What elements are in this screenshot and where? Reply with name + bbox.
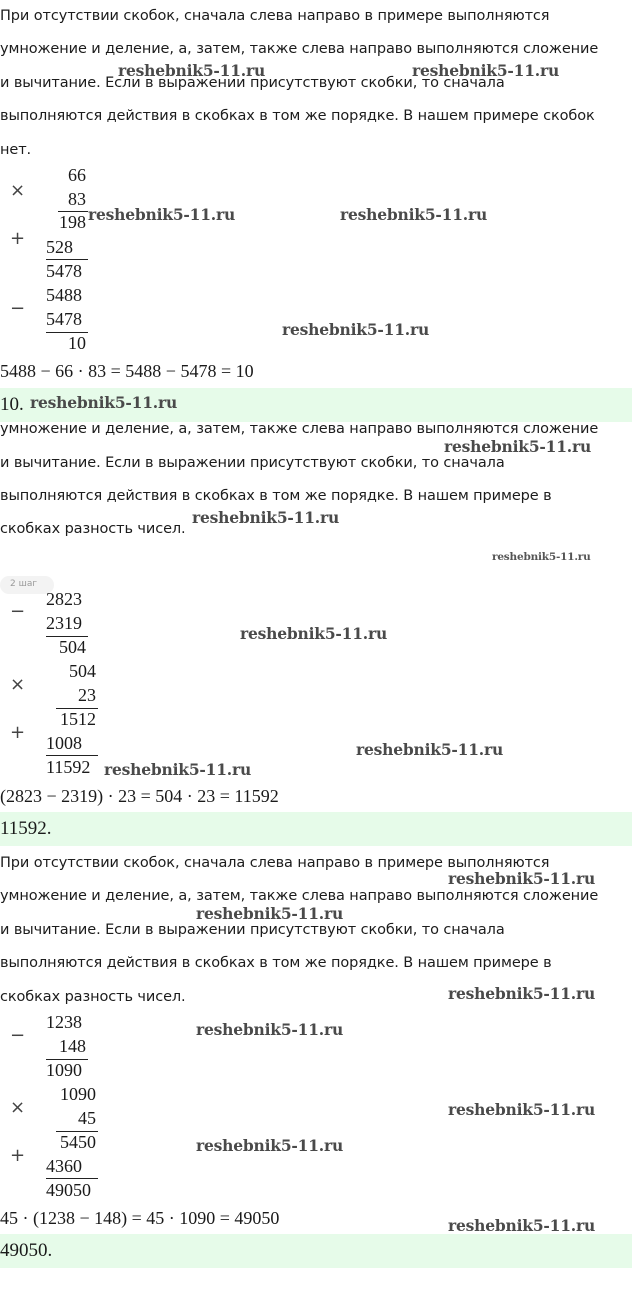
equation: 45 · (1238 − 148) = 45 · 1090 = 49050 bbox=[0, 1208, 280, 1228]
explanation-line: скобках разность чисел. bbox=[0, 989, 186, 1005]
difference: 504 bbox=[59, 637, 86, 657]
explanation-line: скобках разность чисел. bbox=[0, 521, 186, 537]
operand: 66 bbox=[68, 165, 86, 185]
result-line bbox=[46, 755, 98, 756]
result-line bbox=[46, 1178, 98, 1179]
watermark: reshebnik5-11.ru bbox=[444, 437, 592, 456]
explanation-line: умножение и деление, а, затем, также слева направо выполняются сложение bbox=[0, 41, 599, 57]
watermark: reshebnik5-11.ru bbox=[192, 508, 340, 527]
answer-value: 11592. bbox=[0, 818, 52, 839]
difference: 10 bbox=[68, 333, 86, 353]
watermark: reshebnik5-11.ru bbox=[448, 1100, 596, 1119]
operand: 148 bbox=[59, 1036, 86, 1056]
answer-value: 10. bbox=[0, 394, 24, 415]
watermark: reshebnik5-11.ru bbox=[340, 205, 488, 224]
minus-sign: − bbox=[10, 298, 26, 319]
equation: 5488 − 66 · 83 = 5488 − 5478 = 10 bbox=[0, 361, 254, 381]
explanation-line: нет. bbox=[0, 142, 32, 158]
explanation-line: и вычитание. Если в выражении присутствуют скобки, то сначала bbox=[0, 922, 505, 938]
plus-sign: + bbox=[10, 228, 26, 249]
answer-value: 49050. bbox=[0, 1240, 53, 1261]
watermark: reshebnik5-11.ru bbox=[30, 393, 178, 412]
operand: 1008 bbox=[46, 733, 82, 753]
watermark: reshebnik5-11.ru bbox=[88, 205, 236, 224]
operand: 5488 bbox=[46, 285, 82, 305]
minus-sign: − bbox=[10, 601, 26, 622]
explanation-line: умножение и деление, а, затем, также слева направо выполняются сложение bbox=[0, 421, 599, 437]
watermark: reshebnik5-11.ru bbox=[448, 869, 596, 888]
operand: 45 bbox=[78, 1108, 96, 1128]
product: 5450 bbox=[60, 1132, 96, 1152]
watermark: reshebnik5-11.ru bbox=[196, 1020, 344, 1039]
answer-box bbox=[0, 1234, 632, 1268]
explanation-line: выполняются действия в скобках в том же порядке. В нашем примере в bbox=[0, 955, 552, 971]
watermark: reshebnik5-11.ru bbox=[492, 551, 591, 563]
watermark: reshebnik5-11.ru bbox=[104, 760, 252, 779]
multiply-sign: × bbox=[10, 1097, 26, 1118]
operand: 23 bbox=[78, 685, 96, 705]
result-line bbox=[46, 259, 88, 260]
difference: 1090 bbox=[46, 1060, 82, 1080]
equation: (2823 − 2319) · 23 = 504 · 23 = 11592 bbox=[0, 786, 279, 806]
sum: 49050 bbox=[46, 1180, 91, 1200]
operand: 1238 bbox=[46, 1012, 82, 1032]
plus-sign: + bbox=[10, 722, 26, 743]
explanation-line: и вычитание. Если в выражении присутствуют скобки, то сначала bbox=[0, 455, 505, 471]
watermark: reshebnik5-11.ru bbox=[356, 740, 504, 759]
watermark: reshebnik5-11.ru bbox=[412, 61, 560, 80]
sum: 5478 bbox=[46, 261, 82, 281]
watermark: reshebnik5-11.ru bbox=[240, 624, 388, 643]
explanation-line: При отсутствии скобок, сначала слева направо в примере выполняются bbox=[0, 855, 550, 871]
explanation-line: выполняются действия в скобках в том же порядке. В нашем примере в bbox=[0, 488, 552, 504]
watermark: reshebnik5-11.ru bbox=[196, 904, 344, 923]
watermark: reshebnik5-11.ru bbox=[448, 1216, 596, 1235]
explanation-line: При отсутствии скобок, сначала слева направо в примере выполняются bbox=[0, 8, 550, 24]
explanation-line: умножение и деление, а, затем, также слева направо выполняются сложение bbox=[0, 888, 599, 904]
watermark: reshebnik5-11.ru bbox=[448, 984, 596, 1003]
explanation-line: выполняются действия в скобках в том же порядке. В нашем примере скобок bbox=[0, 108, 595, 124]
watermark: reshebnik5-11.ru bbox=[282, 320, 430, 339]
watermark: reshebnik5-11.ru bbox=[118, 61, 266, 80]
operand: 528 bbox=[46, 237, 73, 257]
step-badge: 2 шаг bbox=[0, 576, 54, 594]
product: 198 bbox=[59, 212, 86, 232]
operand: 5478 bbox=[46, 309, 82, 329]
multiply-sign: × bbox=[10, 180, 26, 201]
product: 1512 bbox=[60, 709, 96, 729]
sum: 11592 bbox=[46, 757, 91, 777]
operand: 2823 bbox=[46, 589, 82, 609]
answer-box bbox=[0, 812, 632, 846]
plus-sign: + bbox=[10, 1145, 26, 1166]
minus-sign: − bbox=[10, 1025, 26, 1046]
operand: 4360 bbox=[46, 1156, 82, 1176]
operand: 83 bbox=[68, 189, 86, 209]
operand: 1090 bbox=[60, 1084, 96, 1104]
multiply-sign: × bbox=[10, 674, 26, 695]
operand: 504 bbox=[69, 661, 96, 681]
operand: 2319 bbox=[46, 613, 82, 633]
watermark: reshebnik5-11.ru bbox=[196, 1136, 344, 1155]
explanation-line: и вычитание. Если в выражении присутствуют скобки, то сначала bbox=[0, 75, 505, 91]
